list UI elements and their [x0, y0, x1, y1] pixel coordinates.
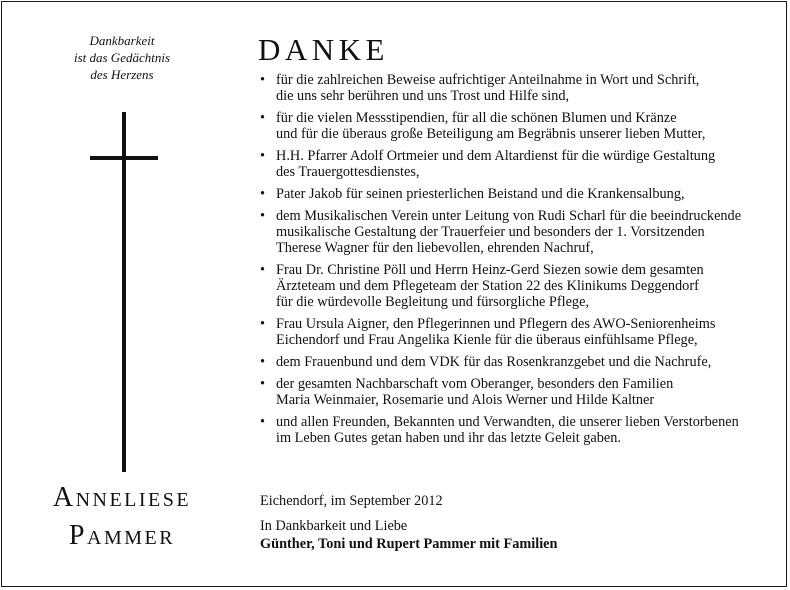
place-date: Eichendorf, im September 2012 — [260, 493, 443, 509]
deceased-first-name: Anneliese — [52, 482, 192, 513]
list-item — [260, 414, 780, 446]
list-item-line: dem Frauenbund und dem VDK für das Rosenkranzgebet und die Nachrufe, — [276, 354, 712, 370]
list-item-line: für die zahlreichen Beweise aufrichtiger Anteilnahme in Wort und Schrift, — [276, 72, 700, 88]
bullet-icon: • — [260, 186, 266, 202]
list-item — [260, 208, 780, 256]
list-item-line: im Leben Gutes getan haben und ihr das letzte Geleit gaben. — [276, 430, 621, 446]
list-item-line: für die würdevolle Begleitung und fürsorgliche Pflege, — [276, 294, 589, 310]
bullet-icon: • — [260, 110, 266, 126]
motto-line: des Herzens — [90, 67, 154, 82]
list-item — [260, 262, 780, 310]
closing-line: In Dankbarkeit und Liebe — [260, 518, 408, 534]
list-item — [260, 72, 780, 104]
thanks-list — [260, 72, 780, 452]
list-item-line: die uns sehr berühren und uns Trost und Hilfe sind, — [276, 88, 570, 104]
list-item-line: Therese Wagner für den liebevollen, ehrenden Nachruf, — [276, 240, 594, 256]
bullet-icon: • — [260, 262, 266, 278]
list-item-line: und für die überaus große Beteiligung am Begräbnis unserer lieben Mutter, — [276, 126, 706, 142]
bullet-icon: • — [260, 208, 266, 224]
list-item — [260, 186, 780, 202]
bullet-icon: • — [260, 376, 266, 392]
deceased-last-name: Pammer — [68, 520, 176, 551]
list-item-line: des Trauergottesdienstes, — [276, 164, 420, 180]
list-item — [260, 148, 780, 180]
list-item — [260, 316, 780, 348]
bullet-icon: • — [260, 148, 266, 164]
obituary-card — [1, 1, 787, 587]
list-item-line: Eichendorf und Frau Angelika Kienle für die überaus einfühlsame Pflege, — [276, 332, 698, 348]
signature: Günther, Toni und Rupert Pammer mit Familien — [260, 536, 558, 552]
list-item — [260, 110, 780, 142]
motto — [62, 32, 182, 83]
list-item-line: H.H. Pfarrer Adolf Ortmeier und dem Altardienst für die würdige Gestaltung — [276, 148, 716, 164]
bullet-icon: • — [260, 316, 266, 332]
list-item-line: Frau Ursula Aigner, den Pflegerinnen und Pflegern des AWO-Seniorenheims — [276, 316, 716, 332]
list-item — [260, 354, 780, 370]
page-title: DANKE — [258, 32, 389, 67]
list-item-line: dem Musikalischen Verein unter Leitung von Rudi Scharl für die beeindruckende — [276, 208, 742, 224]
list-item-line: für die vielen Messstipendien, für all die schönen Blumen und Kränze — [276, 110, 677, 126]
bullet-icon: • — [260, 72, 266, 88]
motto-line: ist das Gedächtnis — [73, 50, 171, 65]
bullet-icon: • — [260, 354, 266, 370]
motto-line: Dankbarkeit — [89, 33, 155, 48]
list-item-line: der gesamten Nachbarschaft vom Oberanger, besonders den Familien — [276, 376, 674, 392]
bullet-icon: • — [260, 414, 266, 430]
list-item-line: und allen Freunden, Bekannten und Verwandten, die unserer lieben Verstorbenen — [276, 414, 739, 430]
cross-icon — [122, 112, 126, 472]
list-item-line: Maria Weinmaier, Rosemarie und Alois Werner und Hilde Kaltner — [276, 392, 655, 408]
cross-beam — [90, 156, 158, 160]
list-item-line: Pater Jakob für seinen priesterlichen Beistand und die Krankensalbung, — [276, 186, 685, 202]
list-item — [260, 376, 780, 408]
list-item-line: Ärzteteam und dem Pflegeteam der Station 22 des Klinikums Deggendorf — [276, 278, 699, 294]
list-item-line: musikalische Gestaltung der Trauerfeier und besonders der 1. Vorsitzenden — [276, 224, 705, 240]
list-item-line: Frau Dr. Christine Pöll und Herrn Heinz-Gerd Siezen sowie dem gesamten — [276, 262, 704, 278]
